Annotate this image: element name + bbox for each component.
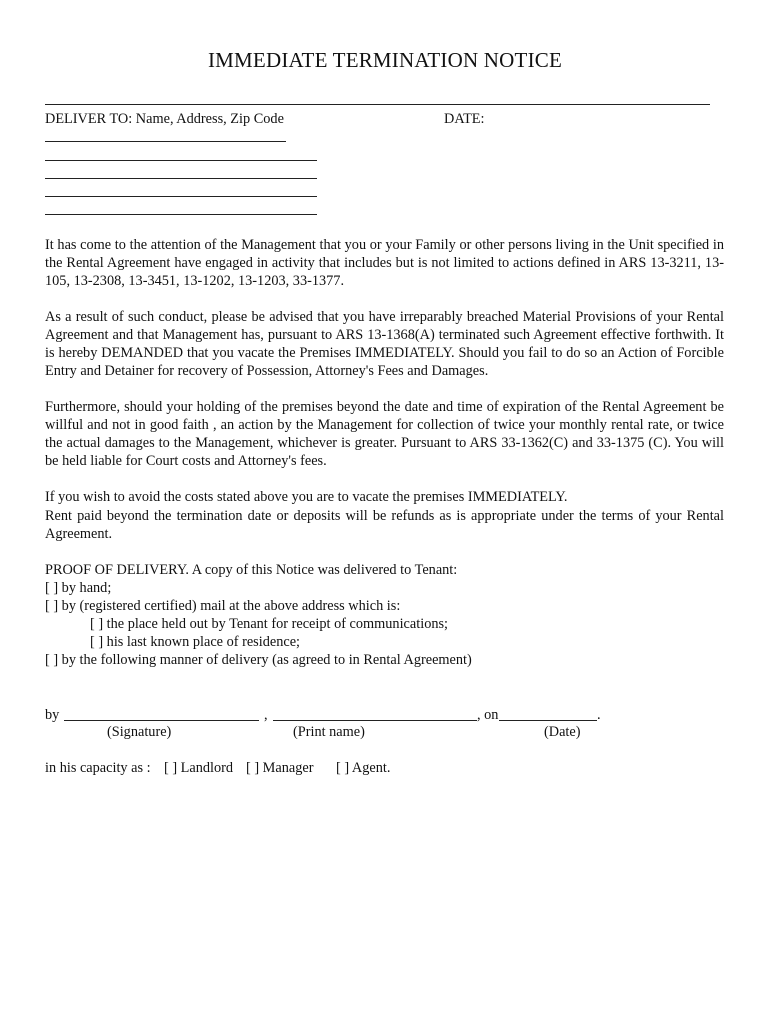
paragraph-rent-refund: Rent paid beyond the termination date or deposits will be refunds as is appropriate under the terms of your Rental Agreement.: [45, 508, 724, 542]
checkbox-mail-residence[interactable]: [ ] his last known place of residence;: [90, 634, 301, 650]
print-name-caption: (Print name): [293, 724, 365, 740]
address-line-1[interactable]: [45, 141, 286, 142]
address-line-2[interactable]: [45, 160, 317, 161]
address-line-3[interactable]: [45, 178, 317, 179]
checkbox-other-delivery[interactable]: [ ] by the following manner of delivery (as agreed to in Rental Agreement): [45, 652, 472, 668]
title-rule: [45, 104, 710, 105]
checkbox-mail-communications[interactable]: [ ] the place held out by Tenant for receipt of communications;: [90, 616, 449, 632]
date-label: DATE:: [444, 111, 485, 127]
date-caption: (Date): [544, 724, 581, 740]
checkbox-landlord[interactable]: [ ] Landlord: [164, 760, 234, 776]
signature-caption: (Signature): [107, 724, 172, 740]
address-line-4[interactable]: [45, 196, 317, 197]
address-line-5[interactable]: [45, 214, 317, 215]
paragraph-holdover: Furthermore, should your holding of the premises beyond the date and time of expiration of the Rental Agreement be willful and not in good faith , an action by the Management for collection of twice your monthly rental rate, or twice the actual damages to the Management, whichever is greater. Pursuant to ARS 33-1362(C) and 33-1375 (C). You will be held liable for Court costs and Attorney's fees.: [45, 399, 724, 469]
paragraph-attention: It has come to the attention of the Management that you or your Family or other persons living in the Unit specified in the Rental Agreement have engaged in activity that includes but is not limited to actions defined in ARS 13-3211, 13-105, 13-2308, 13-3451, 13-1202, 13-1203, 33-1377.: [45, 237, 724, 289]
signature-period: .: [597, 707, 601, 723]
print-name-line[interactable]: [273, 720, 477, 721]
deliver-to-label: DELIVER TO: Name, Address, Zip Code: [45, 111, 284, 127]
date-signed-line[interactable]: [499, 720, 597, 721]
page-title: IMMEDIATE TERMINATION NOTICE: [207, 48, 562, 72]
capacity-label: in his capacity as :: [45, 760, 151, 776]
checkbox-by-mail[interactable]: [ ] by (registered certified) mail at the above address which is:: [45, 598, 401, 614]
paragraph-breach: As a result of such conduct, please be advised that you have irreparably breached Material Provisions of your Rental Agreement and that Management has, pursuant to ARS 13-1368(A) terminated such Agreement effective forthwith. It is hereby DEMANDED that you vacate the Premises IMMEDIATELY. Should you fail to do so an Action of Forcible Entry and Detainer for recovery of Possession, Attorney's Fees and Damages.: [45, 309, 724, 379]
signature-line[interactable]: [64, 720, 259, 721]
signature-by-text: by: [45, 707, 60, 723]
proof-heading: PROOF OF DELIVERY. A copy of this Notice was delivered to Tenant:: [45, 562, 458, 578]
checkbox-by-hand[interactable]: [ ] by hand;: [45, 580, 112, 596]
paragraph-vacate: If you wish to avoid the costs stated above you are to vacate the premises IMMEDIATELY.: [45, 489, 568, 505]
signature-comma: ,: [264, 707, 268, 723]
checkbox-agent[interactable]: [ ] Agent.: [336, 760, 391, 776]
checkbox-manager[interactable]: [ ] Manager: [246, 760, 314, 776]
signature-on-text: , on: [477, 707, 499, 723]
